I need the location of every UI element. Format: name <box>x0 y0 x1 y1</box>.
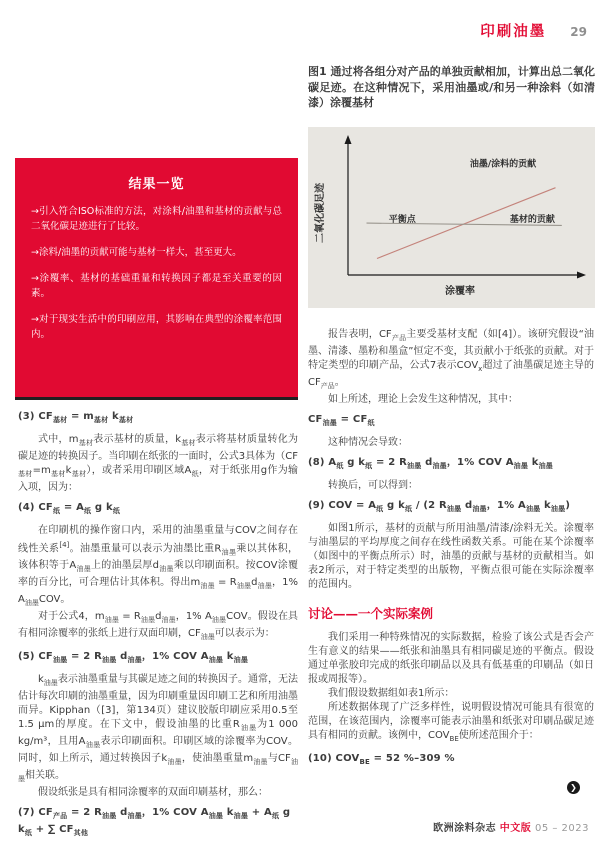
paragraph: 式中，$m_{基材}$表示基材的质量，$k_{基材}$表示将基材质量转化为碳足迹的转换因子。当印刷在纸张的一面时，公式3具体为$(CF_{基材}=m_{基材}k_{基材})$，或者采用印刷区域$A_纸$，对于纸张用g作为输入项，因为： <box>18 434 299 493</box>
journal-edition: 中文版 <box>499 823 532 834</box>
equation: (4) $CF_纸 = A_纸$ g $k_纸$ <box>18 502 121 515</box>
right-column <box>308 328 594 775</box>
equation: (3) $CF_{基材} = m_{基材}$ $k_{基材}$ <box>18 411 134 424</box>
section-title: 印刷油墨 <box>480 24 547 40</box>
paragraph: 如上所述，理论上会发生这种情况，其中： <box>328 394 518 405</box>
paragraph: 我们假设数据组如表1所示： <box>328 688 455 699</box>
paragraph: 我们采用一种特殊情况的实际数据，检验了该公式是否会产生有意义的结果——纸张和油墨具有相同碳足迹的平衡点。假设通过单张胶印完成的纸张印刷品以及具有低基重的印刷品（如日报或周报等）。 <box>308 632 594 685</box>
paragraph: 转换后，可以得到： <box>328 480 418 491</box>
equation: (5) $CF_{油墨} = 2$ $R_{油墨}$ $d_{油墨}$，1% COV $A_{油墨}$ $k_{油墨}$ <box>18 651 249 665</box>
journal-name: 欧洲涂料杂志 <box>433 823 497 834</box>
equation: $CF_{油墨} = CF_纸$ <box>308 414 375 427</box>
figure1 <box>308 64 595 308</box>
equation: (10) $COV_{BE} = 52$ %–309 % <box>308 753 455 766</box>
paragraph: 对于公式4，$m_{油墨} = R_{油墨}d_{油墨}$，1% $A_{油墨}COV$。假设在具有相同涂覆率的张纸上进行双面印刷，$CF_{油墨}$可以表示为： <box>18 611 299 642</box>
results-box-bullet-list <box>31 204 282 342</box>
section-heading: 讨论——一个实际案例 <box>308 606 434 621</box>
paragraph: 报告表明，$CF_{产品}$主要受基材支配（如[4]）。该研究假设“油墨、清漆、墨粉和墨盒”恒定不变，其贡献小于纸张的贡献。对于特定类型的印刷产品，公式7表示$COV_x$超过了油墨碳足迹主导的$CF_{产品}$。 <box>308 329 595 390</box>
page-header <box>480 20 587 41</box>
figure1-caption: 图1 通过将各组分对产品的单独贡献相加，计算出总二氧化碳足迹。在这种情况下，采用油墨或/和另一种涂料（如清漆）涂覆基材 <box>308 65 595 109</box>
x-axis-arrow-icon <box>577 271 586 278</box>
issue-number: 05 – 2023 <box>534 823 589 834</box>
paragraph: 在印刷机的操作窗口内，采用的油墨重量与COV之间存在线性关系[4]。油墨重量可以表示为油墨比重$R_{油墨}$乘以其体积，该体积等于$A_{油墨}$上的油墨层厚$d_{油墨}$乘以印刷面积。按COV涂覆率的百分比，可合理估计其体积。得出$m_{油墨} = R_{油墨}d_{油墨}$，1% $A_{油墨}COV$。 <box>18 525 299 608</box>
chart-series-0-label: 油墨/涂料的贡献 <box>469 158 537 169</box>
paragraph: $k_{油墨}$表示油墨重量与其碳足迹之间的转换因子。通常，无法估计每次印刷的油墨重量，因为印刷重量因印刷工艺和所用油墨而异。Kipphan（[3]，第134页）建议胶版印刷应采用0.5至1.5 μm的厚度。在下文中，假设油墨的比重$R_{油墨}$为1 000 kg/m³，且用$A_{油墨}$表示印刷面积。印刷区域的涂覆率为COV。同时，如上所示，通过转换因子$k_{油墨}$，使油墨重量$m_{油墨}$与$CF_{油墨}$相关联。 <box>18 674 299 784</box>
y-axis-arrow-icon <box>345 135 352 144</box>
y-axis-label: 二氧化碳足迹 <box>315 182 326 243</box>
equation: (9) COV = $A_纸$ g $k_纸 / (2$ $R_{油墨}$ $d_{油墨}$，1% $A_{油墨}$ $k_{油墨}$) <box>308 500 571 513</box>
results-box-title: 结果一览 <box>128 177 185 192</box>
figure1-chart-panel <box>308 127 595 308</box>
paragraph: 这种情况会导致： <box>328 437 408 448</box>
paragraph: 如图1所示，基材的贡献与所用油墨/清漆/涂料无关。涂覆率与油墨层的平均厚度之间存在线性函数关系。可能在某个涂覆率（如图中的平衡点所示）时，油墨的贡献与基材的贡献相当。如表2所示，对于特定类型的出版物，平衡点很可能在实际涂覆率的范围内。 <box>308 523 594 590</box>
page-number: 29 <box>570 25 587 39</box>
page-footer <box>433 819 589 834</box>
chart-annotation-0: 平衡点 <box>388 214 416 225</box>
results-box <box>15 158 298 400</box>
equation: (8) $A_纸$ g $k_纸 = 2$ $R_{油墨}$ $d_{油墨}$，1% COV $A_{油墨}$ $k_{油墨}$ <box>308 457 554 470</box>
results-bullet: →涂覆率、基材的基础重量和转换因子都是至关重要的因素。 <box>31 273 282 299</box>
results-bullet: →对于现实生活中的印刷应用，其影响在典型的涂覆率范围内。 <box>31 314 282 340</box>
results-bullet: →引入符合ISO标准的方法，对涂料/油墨和基材的贡献与总二氧化碳足迹进行了比较。 <box>31 206 282 232</box>
equation: (7) $CF_{产品} = 2$ $R_{油墨}$ $d_{油墨}$，1% COV $A_{油墨}$ $k_{油墨} + A_纸$ g $k_纸$ + ∑ $CF_{其他}$ <box>18 807 291 838</box>
x-axis-label: 涂覆率 <box>445 285 475 297</box>
continue-arrow-icon: ❯ <box>567 781 580 794</box>
paragraph: 假设纸张是具有相同涂覆率的双面印刷基材，那么： <box>38 787 268 799</box>
figure1-chart <box>308 127 595 308</box>
left-column <box>18 404 298 846</box>
chart-series-1-label: 基材的贡献 <box>509 214 555 225</box>
results-bullet: →涂料/油墨的贡献可能与基材一样大，甚至更大。 <box>31 247 242 258</box>
paragraph: 所述数据体现了广泛多样性，说明假设情况可能具有很宽的范围，在该范围内，涂覆率可能表示油墨和纸张对印刷品碳足迹具有相同的贡献。该例中，$COV_{BE}$使所述范围介于： <box>308 702 594 743</box>
